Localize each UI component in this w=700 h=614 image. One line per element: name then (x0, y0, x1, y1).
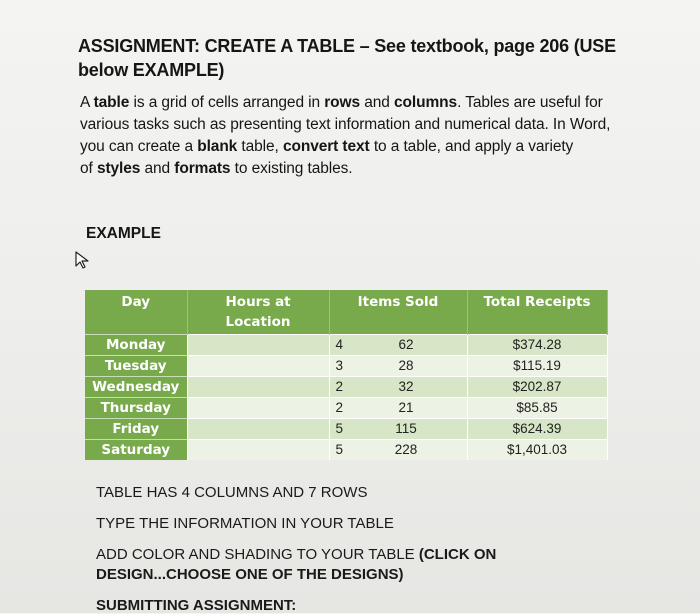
cell-day: Saturday (85, 440, 187, 461)
note-design-instruction: DESIGN...CHOOSE ONE OF THE DESIGNS) (96, 566, 404, 583)
table-row (85, 419, 607, 440)
example-table (85, 290, 608, 460)
cell-total-receipts: $115.19 (467, 356, 607, 377)
example-label: EXAMPLE (86, 225, 161, 242)
intro-paragraph (80, 92, 640, 180)
cell-items-sold: 32 (329, 377, 467, 398)
assignment-heading (78, 34, 638, 82)
note-submitting: SUBMITTING ASSIGNMENT: (96, 597, 297, 614)
cell-hours: 5 (187, 440, 329, 461)
note-table-size: TABLE HAS 4 COLUMNS AND 7 ROWS (96, 484, 368, 501)
cell-hours: 5 (187, 419, 329, 440)
table-row (85, 398, 607, 419)
table-row (85, 356, 607, 377)
cell-hours: 2 (187, 398, 329, 419)
example-table-container (85, 290, 607, 460)
cell-items-sold: 28 (329, 356, 467, 377)
cell-day: Monday (85, 335, 187, 356)
heading-line-1: ASSIGNMENT: CREATE A TABLE – See textbook, page 206 (USE (78, 36, 616, 56)
cell-day: Thursday (85, 398, 187, 419)
header-day: Day (85, 290, 187, 335)
intro-line-2: various tasks such as presenting text information and numerical data. In Word, (80, 116, 611, 133)
note-type-information: TYPE THE INFORMATION IN YOUR TABLE (96, 515, 394, 532)
cell-day: Wednesday (85, 377, 187, 398)
intro-line-4: of styles and formats to existing tables. (80, 160, 353, 177)
cell-hours: 4 (187, 335, 329, 356)
cell-total-receipts: $1,401.03 (467, 440, 607, 461)
cell-total-receipts: $624.39 (467, 419, 607, 440)
cell-hours: 2 (187, 377, 329, 398)
table-row (85, 440, 607, 461)
cell-items-sold: 62 (329, 335, 467, 356)
cell-items-sold: 115 (329, 419, 467, 440)
table-header-row (85, 290, 607, 335)
cell-total-receipts: $202.87 (467, 377, 607, 398)
intro-line-1: A table is a grid of cells arranged in rows and columns. Tables are useful for (80, 94, 603, 111)
cell-total-receipts: $85.85 (467, 398, 607, 419)
cell-items-sold: 228 (329, 440, 467, 461)
header-hours: Hours at Location (187, 290, 329, 335)
table-row (85, 335, 607, 356)
heading-line-2: below EXAMPLE) (78, 60, 225, 80)
cell-total-receipts: $374.28 (467, 335, 607, 356)
table-row (85, 377, 607, 398)
cell-day: Tuesday (85, 356, 187, 377)
mouse-pointer-icon (74, 250, 92, 270)
header-total-receipts: Total Receipts (467, 290, 607, 335)
cell-day: Friday (85, 419, 187, 440)
intro-line-3: you can create a blank table, convert text to a table, and apply a variety (80, 138, 574, 155)
cell-items-sold: 21 (329, 398, 467, 419)
note-add-color: ADD COLOR AND SHADING TO YOUR TABLE (CLICK ON DESIGN...CHOOSE ONE OF THE DESIGNS) (96, 546, 497, 583)
header-items-sold: Items Sold (329, 290, 467, 335)
cell-hours: 3 (187, 356, 329, 377)
